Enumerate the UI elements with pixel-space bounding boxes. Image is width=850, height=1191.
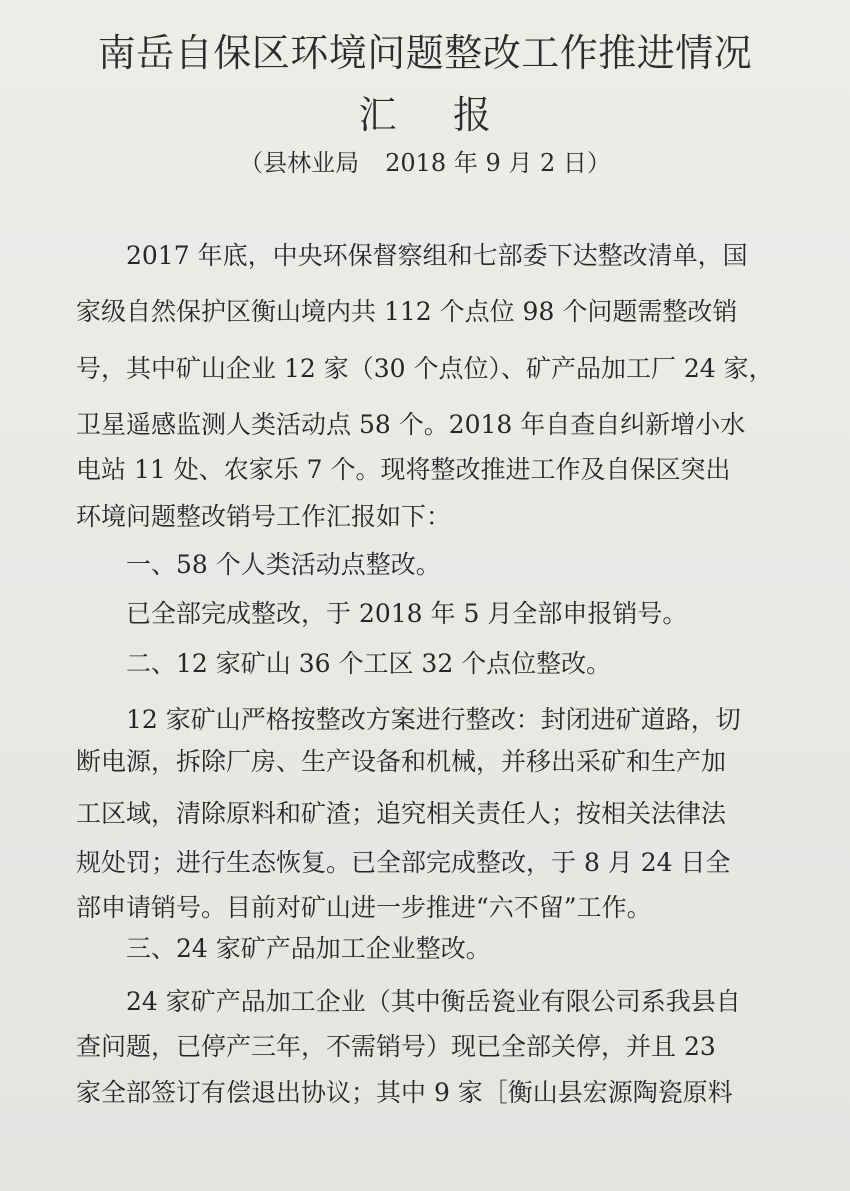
section-heading: 三、24 家矿产品加工企业整改。 xyxy=(126,934,491,963)
body-line: 查问题，已停产三年，不需销号）现已全部关停，并且 23 xyxy=(76,1032,716,1061)
document-title: 南岳自保区环境问题整改工作推进情况 xyxy=(97,31,753,75)
section-heading: 一、58 个人类活动点整改。 xyxy=(126,550,441,579)
body-line: 断电源，拆除厂房、生产设备和机械，并移出采矿和生产加 xyxy=(76,747,727,776)
body-line: 环境问题整改销号工作汇报如下： xyxy=(76,502,452,531)
title-char-1: 汇 xyxy=(358,93,397,137)
document-title-report xyxy=(0,84,850,139)
body-line: 部申请销号。目前对矿山进一步推进“六不留”工作。 xyxy=(76,893,652,922)
issuer: （县林业局 xyxy=(239,149,360,177)
body-line: 电站 11 处、农家乐 7 个。现将整改推进工作及自保区突出 xyxy=(76,455,731,484)
title-char-2: 报 xyxy=(453,93,492,137)
body-line: 规处罚；进行生态恢复。已全部完成整改，于 8 月 24 日全 xyxy=(76,848,731,877)
body-line: 家级自然保护区衡山境内共 112 个点位 98 个问题需整改销 xyxy=(76,297,738,326)
body-line: 24 家矿产品加工企业（其中衡岳瓷业有限公司系我县自 xyxy=(126,987,741,1016)
body-line: 家全部签订有偿退出协议；其中 9 家［衡山县宏源陶瓷原料 xyxy=(76,1078,733,1107)
section-heading: 二、12 家矿山 36 个工区 32 个点位整改。 xyxy=(126,649,612,678)
body-line: 工区域，清除原料和矿渣；追究相关责任人；按相关法律法 xyxy=(76,799,727,828)
body-line: 卫星遥感监测人类活动点 58 个。2018 年自查自纠新增小水 xyxy=(76,410,746,439)
document-subtitle xyxy=(0,143,850,178)
issue-date: 2018 年 9 月 2 日） xyxy=(385,149,611,177)
body-line: 已全部完成整改，于 2018 年 5 月全部申报销号。 xyxy=(126,599,688,628)
body-line: 12 家矿山严格按整改方案进行整改：封闭进矿道路，切 xyxy=(126,705,741,734)
body-line: 2017 年底，中央环保督察组和七部委下达整改清单，国 xyxy=(126,241,748,270)
body-line: 号，其中矿山企业 12 家（30 个点位）、矿产品加工厂 24 家， xyxy=(76,354,774,383)
